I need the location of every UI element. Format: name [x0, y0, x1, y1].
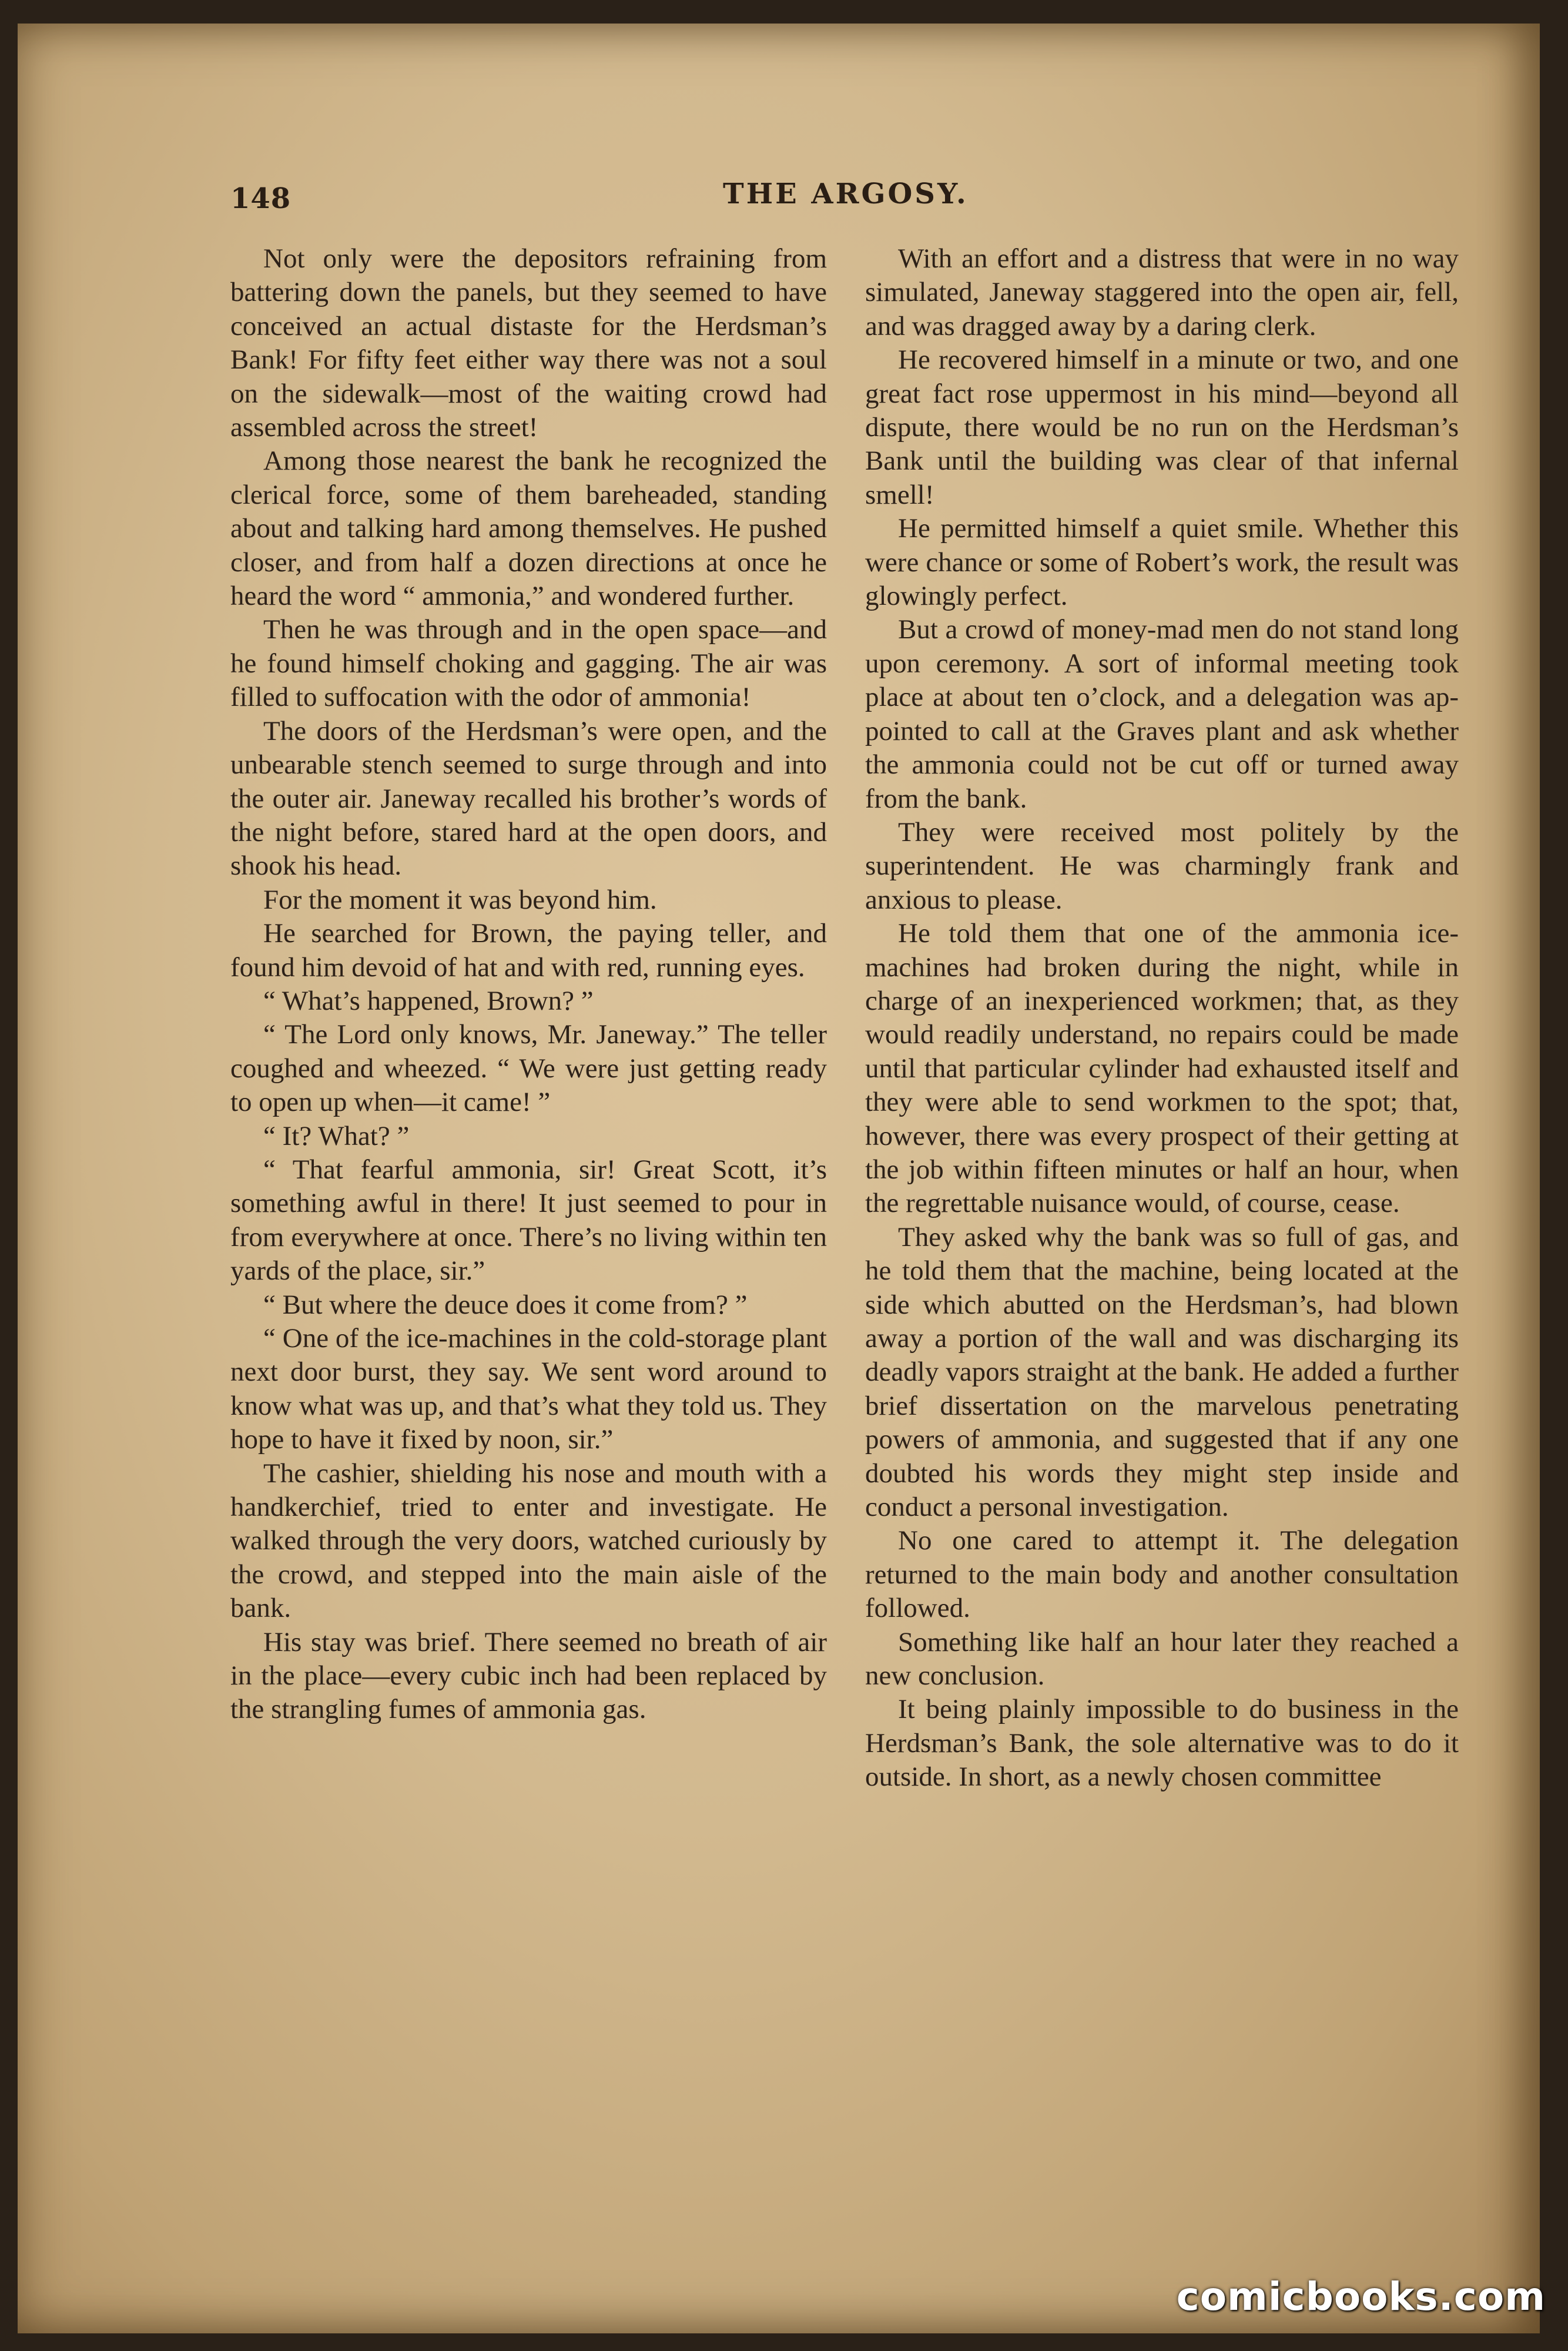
site-watermark: comicbooks.com — [1176, 2274, 1546, 2319]
magazine-page — [18, 24, 1540, 2333]
paragraph: No one cared to attempt it. The delegation returned to the main body and another consultation followed. — [865, 1525, 1459, 1624]
paragraph: With an effort and a distress that were in no way simulated, Janeway staggered into the open air, fell, and was dragged away by a daring clerk. — [865, 243, 1459, 341]
paragraph: “ That fearful ammonia, sir! Great Scott, it’s something awful in there! It just seemed to pour in from everywhere at once. There’s no living within ten yards of the place, sir.” — [230, 1154, 827, 1287]
paragraph: The cashier, shielding his nose and mouth with a handkerchief, tried to enter and investigate. He walked through the very doors, watched curiously by the crowd, and stepped into the main aisle of the bank. — [230, 1458, 827, 1624]
paragraph: He told them that one of the ammonia ice-machines had broken during the night, while in charge of an inexperienced workmen; that, as they would readily understand, no repairs could be made until that particular cylinder had exhausted itself and they were able to send workmen to the spot; that, however, there was every prospect of their getting at the job within fifteen minutes or half an hour, when the regrettable nuisance would, of course, cease. — [865, 918, 1459, 1219]
paragraph: Among those nearest the bank he recognized the clerical force, some of them bareheaded, standing about and talking hard among themselves. He pushed closer, and from half a dozen directions at once he heard the word “ ammonia,” and wondered further. — [230, 446, 827, 612]
paragraph: Something like half an hour later they reached a new conclusion. — [865, 1626, 1459, 1692]
paragraph: He searched for Brown, the paying teller, and found him devoid of hat and with red, running eyes. — [230, 918, 827, 983]
paragraph: But a crowd of money-mad men do not stand long upon ceremony. A sort of informal meeting took place at about ten o’clock, and a delegation was appointed to call at the Graves plant and ask whether the ammonia could not be cut off or turned away from the bank. — [865, 614, 1459, 814]
paragraph: “ But where the deuce does it come from? ” — [263, 1289, 748, 1320]
paragraph: Then he was through and in the open space—and he found himself choking and gagging. The air was filled to suffocation with the odor of ammonia! — [230, 614, 827, 713]
left-column — [230, 242, 827, 2182]
running-head: THE ARGOSY. — [723, 178, 969, 210]
paragraph: He recovered himself in a minute or two, and one great fact rose uppermost in his mind—beyond all dispute, there would be no run on the Herdsman’s Bank until the building was clear of that infernal smell! — [865, 344, 1459, 510]
paragraph: They were received most politely by the superintendent. He was charmingly frank and anxious to please. — [865, 816, 1459, 915]
paragraph: Not only were the depositors refraining from battering down the panels, but they seemed to have conceived an actual distaste for the Herdsman’s Bank! For fifty feet either way there was not a soul on the sidewalk—most of the waiting crowd had assembled across the street! — [230, 243, 827, 443]
paragraph: It being plainly impossible to do business in the Herdsman’s Bank, the sole alternative was to do it outside. In short, as a newly chosen committee — [865, 1694, 1459, 1793]
paragraph: He permitted himself a quiet smile. Whether this were chance or some of Robert’s work, the result was glowingly perfect. — [865, 513, 1459, 612]
paragraph: They asked why the bank was so full of gas, and he told them that the machine, being located at the side which abutted on the Herdsman’s, had blown away a portion of the wall and was discharging its deadly vapors straight at the bank. He added a further brief dissertation on the marvelous penetrating powers of ammonia, and suggested that if any one doubted his words they might step inside and conduct a personal investigation. — [865, 1221, 1459, 1523]
paragraph: “ It? What? ” — [263, 1120, 410, 1151]
paragraph: “ What’s happened, Brown? ” — [263, 985, 594, 1016]
paragraph: The doors of the Herdsman’s were open, and the unbearable stench seemed to surge through and into the outer air. Janeway recalled his brother’s words of the night before, stared hard at the open doors, and shook his head. — [230, 715, 827, 882]
paragraph: For the moment it was beyond him. — [263, 884, 657, 915]
paragraph: “ The Lord only knows, Mr. Janeway.” The teller coughed and wheezed. “ We were just getting ready to open up when—it came! ” — [230, 1019, 827, 1118]
right-column — [865, 242, 1459, 2182]
paragraph: His stay was brief. There seemed no breath of air in the place—every cubic inch had been replaced by the strangling fumes of ammonia gas. — [230, 1626, 827, 1725]
page-number: 148 — [230, 182, 292, 215]
paragraph: “ One of the ice-machines in the cold-storage plant next door burst, they say. We sent word around to know what was up, and that’s what they told us. They hope to have it fixed by noon, sir.” — [230, 1323, 827, 1455]
